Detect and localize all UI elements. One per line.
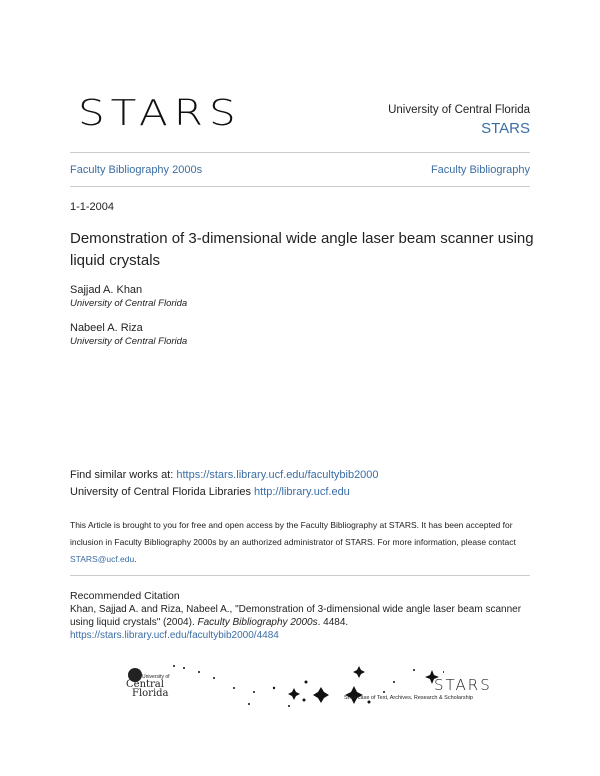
recommended-citation: Recommended Citation Khan, Sajjad A. and Riza, Nabeel A., "Demonstration of 3-dimensional wide angle laser beam scanner using liquid crystals" (2004). Faculty Bibliography 2000s. 4484. https://stars.library.ucf.edu/facultybib2000/4484 bbox=[70, 590, 522, 641]
collection-link[interactable]: Faculty Bibliography 2000s bbox=[70, 164, 203, 176]
stars-decoration-icon bbox=[154, 662, 444, 712]
footer-logos: University of Central Florida STARS Showcase of Text, Archives, Research & Scholarship bbox=[124, 662, 534, 712]
ucf-logo: Central Florida bbox=[126, 679, 169, 699]
library-link[interactable]: http://library.ucf.edu bbox=[254, 486, 350, 498]
author-affiliation: University of Central Florida bbox=[70, 336, 188, 347]
email-link[interactable]: STARS@ucf.edu bbox=[70, 554, 135, 564]
author-name: Nabeel A. Riza bbox=[70, 322, 143, 334]
stars-logo: STARS bbox=[78, 91, 242, 134]
author-affiliation: University of Central Florida bbox=[70, 298, 188, 309]
author-2 bbox=[70, 320, 187, 347]
citation-link[interactable]: https://stars.library.ucf.edu/facultybib2000/4484 bbox=[70, 630, 279, 641]
publication-date: 1-1-2004 bbox=[70, 201, 115, 213]
parent-collection-link[interactable]: Faculty Bibliography bbox=[430, 164, 530, 176]
similar-works-link[interactable]: https://stars.library.ucf.edu/facultybib2000 bbox=[176, 469, 379, 481]
find-similar: Find similar works at: https://stars.library.ucf.edu/facultybib2000 University of Central Florida Libraries http://library.ucf.edu bbox=[70, 469, 379, 498]
author-1 bbox=[70, 282, 187, 309]
access-notice: This Article is brought to you for free and open access by the Faculty Bibliography at STARS. It has been accepted for inclusion in Faculty Bibliography 2000s by an authorized administrator of STARS. For more information, please contact STARS@ucf.edu. bbox=[70, 520, 516, 564]
institution-name: University of Central Florida bbox=[388, 104, 530, 116]
author-name: Sajjad A. Khan bbox=[70, 284, 143, 296]
divider bbox=[70, 186, 530, 187]
divider bbox=[70, 575, 530, 576]
stars-link[interactable]: STARS bbox=[481, 120, 530, 137]
divider bbox=[70, 152, 530, 153]
article-title: Demonstration of 3-dimensional wide angle laser beam scanner using liquid crystals bbox=[70, 230, 534, 269]
